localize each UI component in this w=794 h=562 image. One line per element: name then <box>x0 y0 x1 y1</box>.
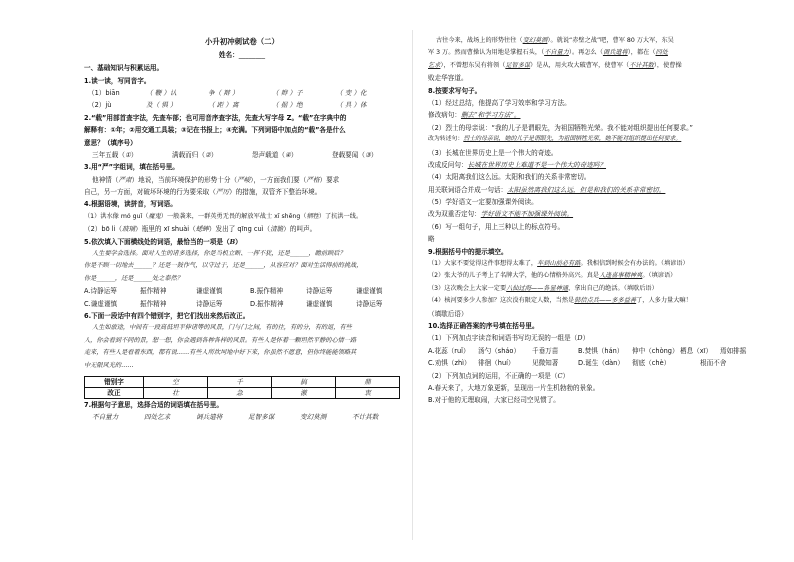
q3-line-1: 他神情（严肃）地说，当前环境保护的形势十分（严峻），一方面我们要（严格）要求 <box>92 175 340 184</box>
q8-s3-fix: 改成反问句：长城在世界历史上难道不是一个伟大的奇迹吗？ <box>428 160 607 169</box>
q6-para-4: 中无限风光的…… <box>84 361 134 369</box>
q2-item-3: 怨声载道（④） <box>252 150 298 159</box>
table-cell: 衷 <box>336 387 400 398</box>
q5-options-2: C.谦虚谨慎 振作精神 诗静运筹 D.振作精神 谦虚谨慎 诗静运筹 <box>84 299 383 308</box>
q6-stem: 6.下面一段话中有四个错别字，把它们找出来然后改正。 <box>84 312 250 320</box>
q5-para-3: 你是______，还是______处之泰然？ <box>84 274 183 282</box>
table-header-wrong: 错别字 <box>85 376 144 387</box>
q8-s5: （5）学好语文一定要加强课外阅读。 <box>428 198 538 207</box>
q7-word: 调兵遣将 <box>196 413 223 422</box>
q2-item-2: 满载而归（②） <box>172 150 218 159</box>
q1-r2-w3: （ 据 ）绝 <box>272 101 303 110</box>
left-column <box>84 38 400 427</box>
q5-options-1: A.诗静运筹 振作精神 谦虚谨慎 B.振作精神 诗静运筹 谦虚谨慎 <box>84 287 383 296</box>
q7-passage-2: 军 3 万。然而曹操认为用地是掌握石头，（不自量力）。再怎么（调兵遣将），都在（四处 <box>428 49 668 57</box>
q6-correction-table <box>84 376 400 399</box>
q6-para-2: 人，你会看到不同的景，想一想，你会遇到各种各样的风景。有些人是怀着一颗坦然平静的心情一路 <box>84 336 357 344</box>
q10-s2-option-b: B.对于他的无理取闹，大家已经司空见惯了。 <box>428 396 560 405</box>
q2-line-1: 2.“载”用部首查字法，先查车部；也可用音序查字法，先查大写字母 Z。“载”在字典中的 <box>84 113 347 122</box>
q2-line-2: 解释有：①年；②用交通工具装；③记在书报上；④充满。下列词语中加点的“载”各是什么 <box>84 126 346 135</box>
q8-s4-fix: 用关联词语合并成一句话：太阳虽然离我们这么远，但是和我们的关系非常密切。 <box>428 185 666 194</box>
name-blank: ________ <box>238 50 266 59</box>
table-cell: 空 <box>144 376 208 387</box>
q3-line-2: 自己，另一方面，对破坏环境的行为要采取（严厉）的措施，双管齐下整治环境。 <box>84 188 322 197</box>
name-label: 姓名： <box>218 50 239 59</box>
q9-s4: （4）核河要多少人参加？这次没有限定人数，当然是韩信点兵——多多益善了，人多力量大嘛！ <box>428 297 692 305</box>
q8-s4: （4）太阳离我们这么远。太阳和我们的关系非常密切。 <box>428 173 591 182</box>
q4-line-1: （1）洪水像 mó guǐ（魔鬼）一般袭来，一群英勇无畏的解放军战士 xī shēng（牺牲）了抗洪一线。 <box>84 212 363 220</box>
q1-r1-w4: （ 变 ）化 <box>336 88 367 97</box>
q1-r1-w1: （ 鞭 ）认 <box>146 88 177 97</box>
q7-word-bank <box>84 414 400 426</box>
q5-para-1: 人生要学会选择。面对人生的诸多选择，你是当机立断、一挥不犹，还是______，瞻前顾后？ <box>92 250 346 258</box>
q5-para-2: 你是不顾一切地去______？还是一鼓作气，以守过于，还是______，从容应对？面对生活得前的挑战， <box>84 262 363 270</box>
q9-s1: （1）大家不要觉得这件事想得太难了，车到山前必有路。我相信到时候会有办法的。（填谚语） <box>428 260 689 268</box>
q6-para-1: 人生如旅途，中间有一段高低坦平伸诸等的风景，门与门之间，有的往，有的分，有的返，有些 <box>92 324 352 332</box>
q8-s3: （3）长城在世界历史上是一个伟大的奇迹。 <box>428 148 558 157</box>
q1-r1-w3: （ 辫 ）子 <box>272 88 303 97</box>
q5-stem: 5.依次填入下面横线处的词语，最恰当的一项是（B） <box>84 237 242 246</box>
q1-r2-w2: （ 距 ）离 <box>208 101 239 110</box>
q8-s2-fix: 改为转述句：烈士的母亲说，她的儿子是谓眼先，为祖国牺牲光荣，她不能对组织提出任何要求。 <box>428 136 682 143</box>
q7-word: 不计其数 <box>352 413 379 422</box>
q1-stem: 1.读一读，写同音字。 <box>84 76 151 85</box>
q10-s2-option-a: A.春天来了，大地万象更新，呈现出一片生机勃勃的景象。 <box>428 383 600 392</box>
q1-r2-w1: 及（ 惧 ） <box>146 101 177 110</box>
q7-passage-4: 败走华容道。 <box>428 74 468 83</box>
q10-s2: （2）下列加点词的运用，不正确的一项是（C） <box>428 371 570 380</box>
q10-s1-options-2: C.劝惧（zhì） 徘徊（huí） 见微知著 D.诞生（dàn） 彻底（chè） 根而不舍 <box>428 359 727 368</box>
q8-s6-answer: 略 <box>428 235 435 244</box>
q9-stem: 9.根据括号中的提示填空。 <box>428 247 508 256</box>
q10-s1: （1）下列加点字读音和词语书写均无误的一组是（D） <box>428 334 590 343</box>
table-cell: 搞 <box>272 376 336 387</box>
q1-r1-pinyin: （1）biān <box>88 88 120 97</box>
table-cell: 千 <box>208 376 272 387</box>
q2-item-1: 三年五载（①） <box>92 150 138 159</box>
table-cell: 壮 <box>144 387 208 398</box>
q1-row-2 <box>84 102 400 114</box>
table-cell: 急 <box>208 387 272 398</box>
q8-s6: （6）写一组句子，用上三种以上的标点符号。 <box>428 222 565 231</box>
q9-s4-cont: （填歇后语） <box>428 309 468 318</box>
q8-s1: （1）经过总结，他提高了学习效率和学习方法。 <box>428 98 571 107</box>
q10-stem: 10.选择正确答案的序号填在括号里。 <box>428 321 539 330</box>
q1-r2-w4: （ 具 ）体 <box>336 101 367 110</box>
q2-line-3: 意思？（填序号） <box>84 138 137 147</box>
table-row <box>85 376 400 387</box>
q4-stem: 4.根据语境，读拼音，写词语。 <box>84 200 177 209</box>
table-header-right: 改正 <box>85 387 144 398</box>
q9-s2: （2）张大爷的儿子考上了名牌大学，他的心情格外高兴。真是人逢喜事精神爽。（填谚语） <box>428 272 677 280</box>
table-cell: 鼎 <box>336 376 400 387</box>
q2-item-4: 登载要闻（③） <box>332 150 378 159</box>
q8-s5-fix: 改为双重否定句：学好语文不能不加强课外阅读。 <box>428 210 574 219</box>
q4-line-2: （2）bō li（玻璃）瓶里的 xī shuài（蟋蟀）发出了 qīng cuì（清脆）的叫声。 <box>84 225 317 234</box>
q10-s1-options-1: A.花蕊（ruǐ） 汤勺（sháo） 千垂万苗 B.焚惧（hán） 伸中（chòng） 栖息（xī） 焉如排摇 <box>428 346 747 355</box>
q7-passage-3: 乞求），不曾想东吴有将领（足智多谋）是从，用火攻大破曹军，使曹军（不计其数），使曹操 <box>428 61 682 69</box>
q7-passage-1: 古往今来，战场上的形势往往（变幻莫测）。就说“赤壁之战”吧，曹军 80 万大军，东吴 <box>436 37 674 44</box>
table-cell: 激 <box>272 387 336 398</box>
right-column <box>428 38 758 410</box>
q7-word: 不自量力 <box>92 413 119 422</box>
table-row <box>85 387 400 398</box>
q3-stem: 3.用“严”字组词，填在括号里。 <box>84 163 179 172</box>
q7-word: 四处乞求 <box>144 413 171 422</box>
q1-r1-w2: 争（ 辩 ） <box>208 88 239 97</box>
section-1-title: 一、基础知识与积累运用。 <box>84 64 164 73</box>
q6-table-wrap <box>84 375 400 402</box>
q1-r2-pinyin: （2）jù <box>88 101 112 110</box>
q9-s3: （3）这次晚会上大家一定要八仙过海——各显神通，拿出自己的绝活。（填歇后语） <box>428 284 658 292</box>
column-divider <box>412 30 413 540</box>
q8-s2: （2）烈士的母亲说：“我的儿子是谓眼先，为祖国牺牲光荣。我不能对组织提出任何要求。” <box>428 123 693 132</box>
q8-s1-fix: 修改病句：删去“和学习方法”。 <box>428 111 521 120</box>
q8-stem: 8.按要求写句子。 <box>428 86 482 95</box>
q7-stem: 7.根据句子意思，选择合适的词语填在括号里。 <box>84 400 223 409</box>
page-title: 小升初冲刺试卷（二） <box>205 37 279 46</box>
q7-word: 足智多谋 <box>248 413 275 422</box>
q7-word: 变幻莫测 <box>300 413 327 422</box>
q6-para-3: 走来，有些人是看着东西，都有说……有些人所坎坷地中好下来，你虽然不愿意，但你终能能领略其 <box>84 349 357 357</box>
